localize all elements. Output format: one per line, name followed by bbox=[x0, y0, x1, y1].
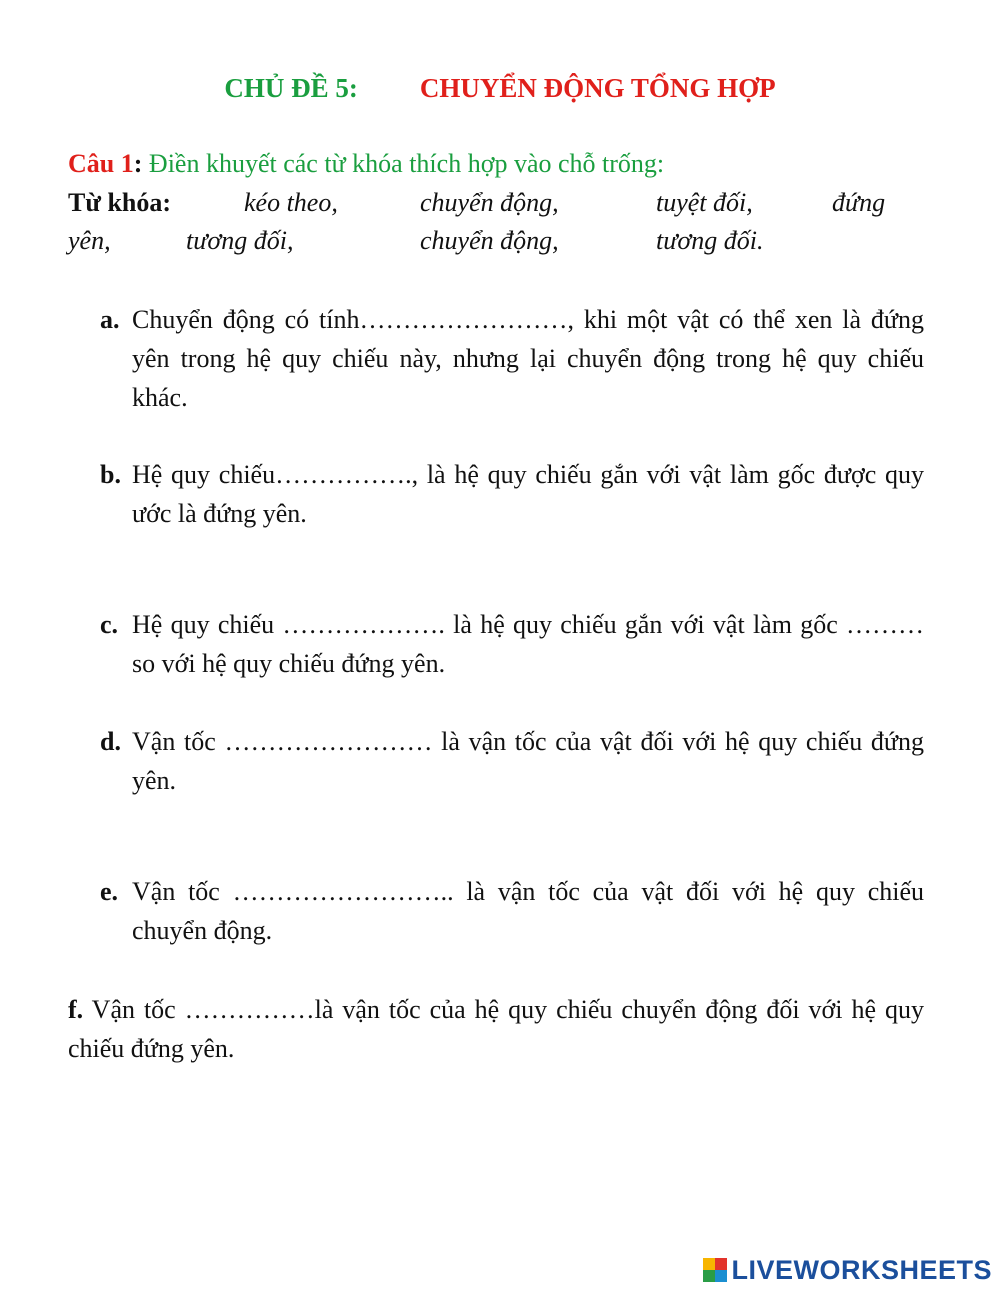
item-d bbox=[100, 722, 924, 800]
item-label: e. bbox=[100, 877, 119, 906]
item-label: f. bbox=[68, 995, 84, 1024]
logo-square bbox=[715, 1258, 727, 1270]
logo-square bbox=[715, 1270, 727, 1282]
question-header bbox=[68, 146, 928, 182]
logo-square bbox=[703, 1270, 715, 1282]
logo-square bbox=[703, 1258, 715, 1270]
logo-mark-icon bbox=[703, 1258, 727, 1282]
keyword-item: tương đối, bbox=[186, 226, 294, 255]
item-a bbox=[100, 300, 924, 417]
keyword-item: kéo theo, bbox=[244, 188, 338, 217]
keyword-label: Từ khóa: bbox=[68, 188, 172, 217]
keyword-item: yên, bbox=[68, 226, 111, 255]
item-b bbox=[100, 455, 924, 533]
item-f bbox=[68, 990, 924, 1068]
logo-text: LIVEWORKSHEETS bbox=[731, 1254, 992, 1285]
keyword-item: tương đối. bbox=[656, 226, 764, 255]
item-label: d. bbox=[100, 727, 121, 756]
keyword-item: chuyển động, bbox=[420, 188, 559, 217]
keyword-row-1 bbox=[68, 184, 928, 222]
keyword-row-2 bbox=[68, 222, 928, 260]
page-title bbox=[0, 70, 1000, 106]
keyword-item: chuyển động, bbox=[420, 226, 559, 255]
item-e bbox=[100, 872, 924, 950]
keyword-item: đứng bbox=[832, 188, 886, 217]
topic-name: CHUYỂN ĐỘNG TỔNG HỢP bbox=[419, 73, 776, 103]
topic-label: CHỦ ĐỀ 5: bbox=[224, 73, 358, 103]
keyword-item: tuyệt đối, bbox=[656, 188, 753, 217]
item-text: Vận tốc ……………là vận tốc của hệ quy chiếu chuyển động đối với hệ quy chiếu đứng yên. bbox=[68, 995, 924, 1063]
question-instruction: Điền khuyết các từ khóa thích hợp vào chỗ trống: bbox=[148, 149, 665, 178]
liveworksheets-logo bbox=[703, 1253, 992, 1287]
item-text: Chuyển động có tính……………………, khi một vật có thể xen là đứng yên trong hệ quy chiếu này, nhưng lại chuyển động trong hệ quy chiếu khác. bbox=[132, 305, 924, 412]
item-text: Hệ quy chiếu……………., là hệ quy chiếu gắn với vật làm gốc được quy ước là đứng yên. bbox=[132, 460, 924, 528]
item-c bbox=[100, 605, 924, 683]
question-number: Câu 1 bbox=[68, 149, 134, 178]
item-text: Vận tốc …………………….. là vận tốc của vật đối với hệ quy chiếu chuyển động. bbox=[132, 877, 924, 945]
question-colon: : bbox=[133, 149, 143, 178]
item-label: a. bbox=[100, 305, 120, 334]
item-label: c. bbox=[100, 610, 119, 639]
item-text: Hệ quy chiếu ………………. là hệ quy chiếu gắn với vật làm gốc ……… so với hệ quy chiếu đứng yên. bbox=[132, 610, 924, 678]
item-text: Vận tốc …………………… là vận tốc của vật đối với hệ quy chiếu đứng yên. bbox=[132, 727, 924, 795]
item-label: b. bbox=[100, 460, 121, 489]
